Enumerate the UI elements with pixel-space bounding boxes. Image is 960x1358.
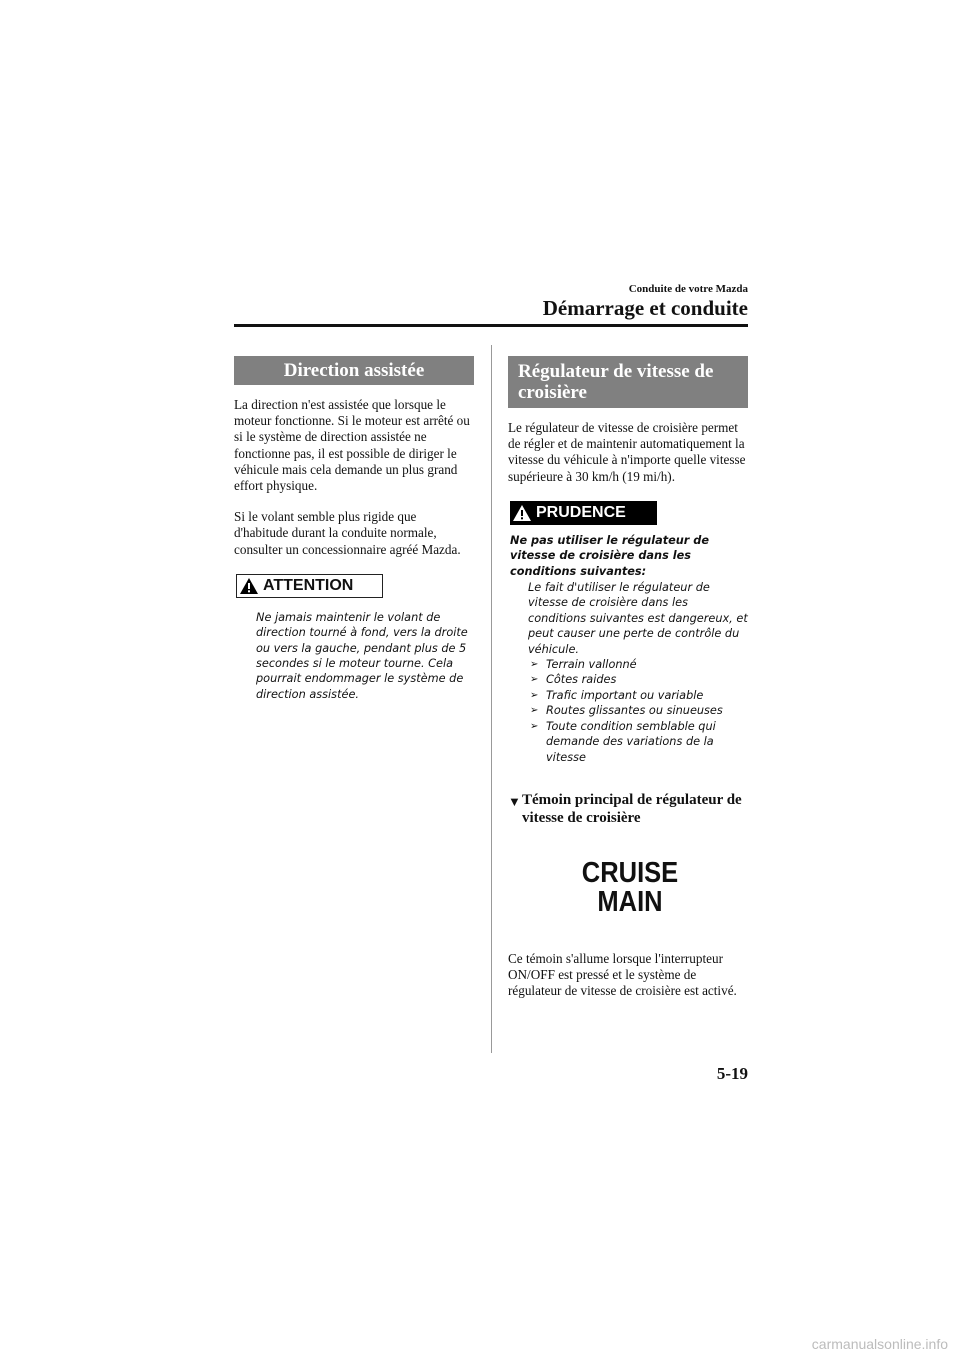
header-subtitle: Conduite de votre Mazda — [628, 283, 748, 295]
list-item: ➢ Trafic important ou variable — [530, 688, 704, 702]
list-item: ➢ Routes glissantes ou sinueuses — [530, 704, 723, 718]
column-divider — [491, 345, 492, 1053]
paragraph: Le régulateur de vitesse de croisière permet de régler et de maintenir automatiquement la vitesse du véhicule à n'importe quelle vitesse supérieure à 30 km/h (19 mi/h). — [508, 420, 746, 484]
arrow-bullet-icon: ➢ — [530, 705, 539, 717]
indicator-line-1: CRUISE — [581, 856, 679, 889]
warning-icon — [239, 577, 259, 595]
prudence-lead: Ne pas utiliser le régulateur de vitesse de croisière dans les conditions suivantes: — [510, 533, 710, 578]
header-title: Démarrage et conduite — [542, 296, 748, 320]
arrow-bullet-icon: ➢ — [530, 674, 539, 686]
triangle-down-icon: ▼ — [508, 793, 521, 809]
right-column — [508, 356, 748, 1000]
paragraph: Ce témoin s'allume lorsque l'interrupteur ON/OFF est pressé et le système de régulateur de vitesse de croisière est activé. — [508, 950, 737, 999]
list-item: ➢ Terrain vallonné — [530, 658, 637, 672]
cruise-main-indicator — [577, 856, 683, 918]
paragraph: La direction n'est assistée que lorsque le moteur fonctionne. Si le moteur est arrêté ou si le système de direction assistée ne fonctionne pas, il est possible de diriger le véhicule mais cela demande un plus grand effort physique. — [234, 397, 470, 494]
paragraph: Si le volant semble plus rigide que d'habitude durant la conduite normale, consulter un concessionnaire agréé Mazda. — [234, 509, 461, 557]
warning-icon — [512, 504, 532, 522]
page-number: 5-19 — [716, 1064, 748, 1083]
attention-text: Ne jamais maintenir le volant de direction tourné à fond, vers la droite ou vers la gauche, pendant plus de 5 secondes si le moteur tourne. Cela pourrait endommager le système de direction assistée. — [256, 610, 468, 701]
section-heading-cruise-control: Régulateur de vitesse de croisière — [508, 356, 748, 408]
arrow-bullet-icon: ➢ — [530, 689, 539, 701]
list-item: ➢ Côtes raides — [530, 673, 617, 687]
watermark: carmanualsonline.info — [811, 1336, 948, 1352]
attention-label: ATTENTION — [263, 576, 354, 594]
arrow-bullet-icon: ➢ — [530, 659, 539, 671]
section-heading-power-steering: Direction assistée — [234, 356, 474, 385]
subheading-cruise-indicator: ▼ Témoin principal de régulateur de vitesse de croisière — [508, 791, 742, 826]
prudence-badge — [510, 501, 657, 525]
prudence-subtext: Le fait d'utiliser le régulateur de vitesse de croisière dans les conditions suivantes est dangereux, et peut causer une perte de contrôle du véhicule. — [528, 581, 748, 656]
prudence-list — [528, 657, 748, 765]
arrow-bullet-icon: ➢ — [530, 720, 539, 732]
list-item: ➢ Toute condition semblable qui demande des variations de la vitesse — [530, 719, 716, 764]
left-column — [234, 356, 474, 702]
attention-badge — [236, 574, 383, 598]
prudence-label: PRUDENCE — [536, 503, 626, 521]
indicator-line-2: MAIN — [597, 885, 663, 918]
header-rule — [234, 324, 748, 327]
